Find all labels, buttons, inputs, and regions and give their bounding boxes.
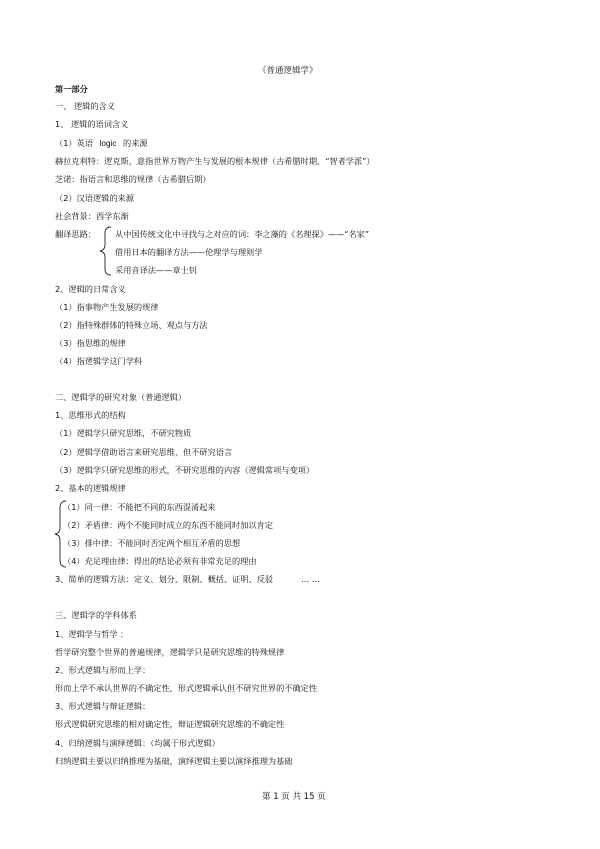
daily-meaning-1: （1）指事物产生发展的规律 <box>55 302 159 312</box>
item-english-word: logic <box>99 139 117 148</box>
form-point-1: （1）逻辑学只研究思维，不研究物质 <box>55 428 192 438</box>
relation-3-text: 形式逻辑研究思维的相对确定性，辩证逻辑研究思维的不确定性 <box>55 719 285 729</box>
item-english-source <box>55 138 148 149</box>
social-background: 社会背景：西学东渐 <box>55 211 129 221</box>
translation-way-2: 借用日本的翻译方法——伦理学与理则学 <box>115 247 263 257</box>
section-2-sub-1: 1、思维形式的结构 <box>55 410 126 420</box>
translation-way-3: 采用音译法——章士钊 <box>115 265 197 275</box>
section-1-heading: 一、 逻辑的含义 <box>55 101 115 111</box>
section-3-heading: 三、逻辑学的学科体系 <box>55 610 137 620</box>
relation-4-head: 4、归纳逻辑与演绎逻辑：（均属于形式逻辑） <box>55 738 220 748</box>
document-title: 《普通逻辑学》 <box>258 66 318 76</box>
relation-4-text: 归纳逻辑主要以归纳推理为基础，演绎逻辑主要以演绎推理为基础 <box>55 756 293 766</box>
translation-way-1: 从中国传统文化中寻找与之对应的词：李之藻的《名理探》——“名家” <box>115 229 370 239</box>
logic-law-1: （1）同一律：不能把不同的东西混淆起来 <box>63 502 216 512</box>
relation-1-head: 1、逻辑学与哲学 ： <box>55 629 129 639</box>
methods-ellipsis: … … <box>301 574 320 584</box>
part-heading: 第一部分 <box>55 84 88 94</box>
heraclitus-line: 赫拉克利特：逻克斯，意指世界万物产生与发展的根本规律（古希腊时期，“智者学派”） <box>55 156 375 166</box>
relation-3-head: 3、形式逻辑与辩证逻辑： <box>55 701 151 711</box>
daily-meaning-2: （2）指特殊群体的特殊立场、观点与方法 <box>55 320 208 330</box>
section-2-heading: 二、逻辑学的研究对象（普通逻辑） <box>55 392 187 402</box>
section-2-sub-2: 2、基本的逻辑规律 <box>55 483 126 493</box>
form-point-2: （2）逻辑学借助语言来研究思维，但不研究语言 <box>55 447 233 457</box>
translation-label: 翻译思路： <box>55 229 96 239</box>
logic-law-2: （2）矛盾律：两个不能同时成立的东西不能同时加以肯定 <box>63 520 273 530</box>
page-footer: 第 1 页 共 15 页 <box>262 792 326 802</box>
logic-law-4: （4）充足理由律：得出的结论必须有非常充足的理由 <box>63 556 257 566</box>
section-2-sub-3: 3、简单的逻辑方法：定义、划分、限制、概括、证明、反驳 <box>55 574 274 584</box>
form-point-3: （3）逻辑学只研究思维的形式，不研究思维的内容（逻辑常项与变项） <box>55 465 315 475</box>
relation-1-text: 哲学研究整个世界的普遍规律，逻辑学只是研究思维的特殊规律 <box>55 647 285 657</box>
section-1-sub-2: 2、逻辑的日常含义 <box>55 284 126 294</box>
logic-law-3: （3）排中律：不能同时否定两个相互矛盾的思想 <box>63 538 241 548</box>
translation-brace <box>99 226 113 276</box>
daily-meaning-3: （3）指思维的规律 <box>55 338 126 348</box>
section-1-sub-1: 1、 逻辑的语词含义 <box>55 119 129 129</box>
relation-2-text: 形而上学不承认世界的不确定性，形式逻辑承认但不研究世界的不确定性 <box>55 683 318 693</box>
daily-meaning-4: （4）指逻辑学这门学科 <box>55 356 143 366</box>
item-english-rest: 的来源 <box>123 138 148 148</box>
item-english-num: （1）英语 <box>55 138 93 148</box>
item-chinese-source: （2）汉语逻辑的来源 <box>55 193 134 203</box>
relation-2-head: 2、形式逻辑与形而上学： <box>55 665 151 675</box>
zeno-line: 芝诺：指语言和思维的规律（古希腊后期） <box>55 174 211 184</box>
